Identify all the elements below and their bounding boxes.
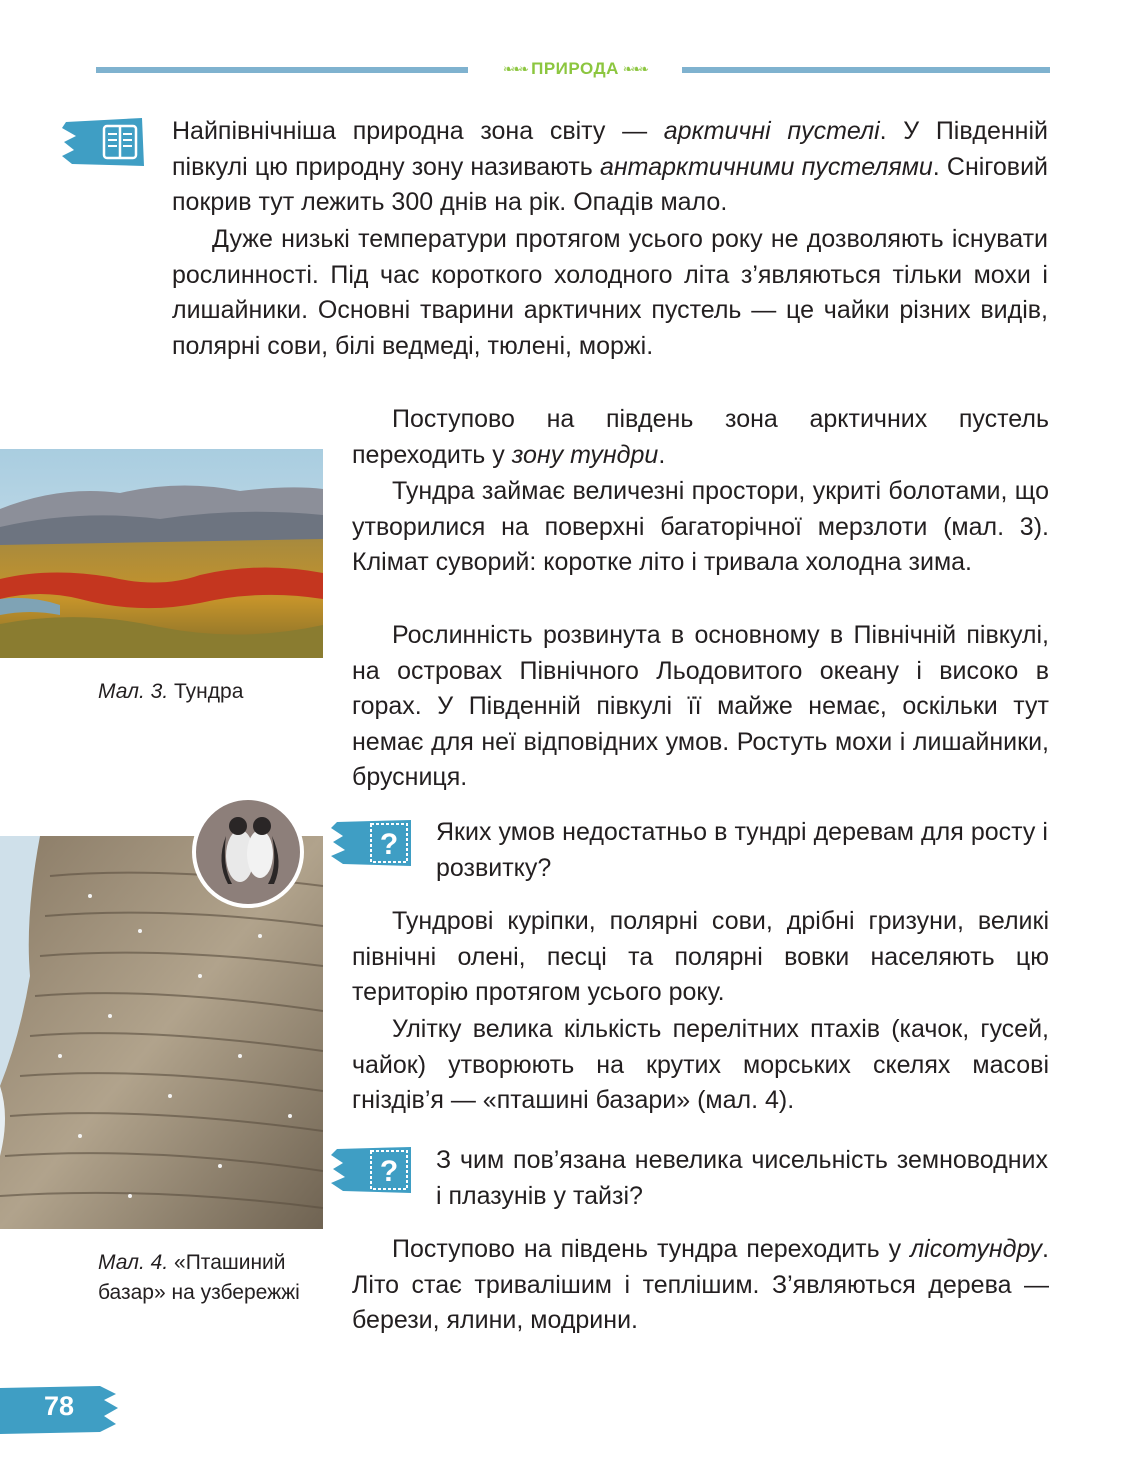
section-header — [468, 57, 682, 81]
paragraph-bird-colonies: Улітку велика кількість перелітних птахів (качок, гусей, чайок) утворюють на крутих морських скелях масові гніздів’я — «пташині базари» (мал. 4). — [352, 1015, 1049, 1115]
svg-text:?: ? — [379, 1155, 399, 1188]
term-antarctic-deserts: антарктичними пустелями — [599, 152, 933, 181]
leaf-ornament-left-icon: ❧❧❧ — [502, 62, 528, 76]
paragraph-tundra-vegetation: Рослинність розвинута в основному в Північній півкулі, на островах Північного Льодовитого океану і високо в горах. У Південній півкулі її майже немає, оскільки тут немає для неї відповідних умов. Ростуть мохи і лишайники, брусниця. — [352, 621, 1049, 792]
leaf-ornament-right-icon: ❧❧❧ — [622, 62, 648, 76]
caption-text: Тундра — [168, 680, 244, 703]
paragraph-tundra-climate: Тундра займає величезні простори, укриті болотами, що утворилися на поверхні багаторічної мерзлоти (мал. 3). Клімат суворий: коротке літо і тривала холодна зима. — [352, 477, 1049, 577]
question-tundra-trees: Яких умов недостатньо в тундрі деревам для росту і розвитку? — [436, 818, 1048, 882]
page-number: 78 — [44, 1391, 75, 1421]
caption-label: Мал. 4. — [98, 1251, 169, 1274]
question-amphibians-taiga: З чим пов’язана невелика чисельність земноводних і плазунів у тайзі? — [436, 1146, 1048, 1210]
section-title: ПРИРОДА — [531, 59, 619, 78]
svg-text:?: ? — [379, 828, 399, 861]
paragraph-arctic-desert-intro — [172, 114, 1048, 221]
header-rule-right — [682, 67, 1050, 73]
figure-4-caption — [98, 1248, 318, 1308]
text-run: Найпівнічніша природна зона світу — — [172, 117, 664, 145]
tundra-photo — [0, 449, 323, 658]
term-forest-tundra: лісотундру — [910, 1235, 1043, 1263]
paragraph-arctic-climate: Дуже низькі температури протягом усього року не дозволяють існувати рослинності. Під час короткого холодного літа з’являються тільки мохи і лишайники. Основні тварини арктичних пустель — це чайки різних видів, полярні сови, білі ведмеді, тюлені, моржі. — [172, 225, 1048, 360]
term-arctic-deserts: арктичні пустелі — [663, 117, 880, 145]
question-icon — [331, 1145, 413, 1195]
text-run: . — [658, 440, 666, 469]
paragraph-forest-tundra — [352, 1232, 1049, 1339]
header-rule-left — [96, 67, 468, 73]
caption-label: Мал. 3. — [98, 680, 169, 703]
caption-text: «Пташиний базар» на узбережжі — [98, 1251, 300, 1304]
text-run: . У Південній півкулі цю природну зону називають — [172, 117, 1048, 181]
book-icon — [62, 116, 146, 168]
text-run: . Сніговий покрив тут лежить 300 днів на рік. Опадів мало. — [172, 152, 1048, 217]
paragraph-tundra-animals: Тундрові куріпки, полярні сови, дрібні гризуни, великі північні олені, песці та полярні вовки населяють цю територію протягом усього року. — [352, 907, 1049, 1007]
term-tundra-zone: зону тундри — [511, 440, 659, 469]
guillemot-inset-photo — [192, 796, 304, 908]
text-run: . Літо стає тривалішим і теплішим. З’являються дерева — берези, ялини, модрини. — [352, 1235, 1049, 1335]
text-run: Поступово на південь тундра переходить у — [392, 1235, 911, 1263]
text-run: Поступово на південь зона арктичних пустель переходить у — [352, 405, 1049, 469]
question-icon — [331, 818, 413, 868]
figure-3-caption — [98, 677, 243, 707]
paragraph-tundra-transition — [352, 402, 1049, 473]
